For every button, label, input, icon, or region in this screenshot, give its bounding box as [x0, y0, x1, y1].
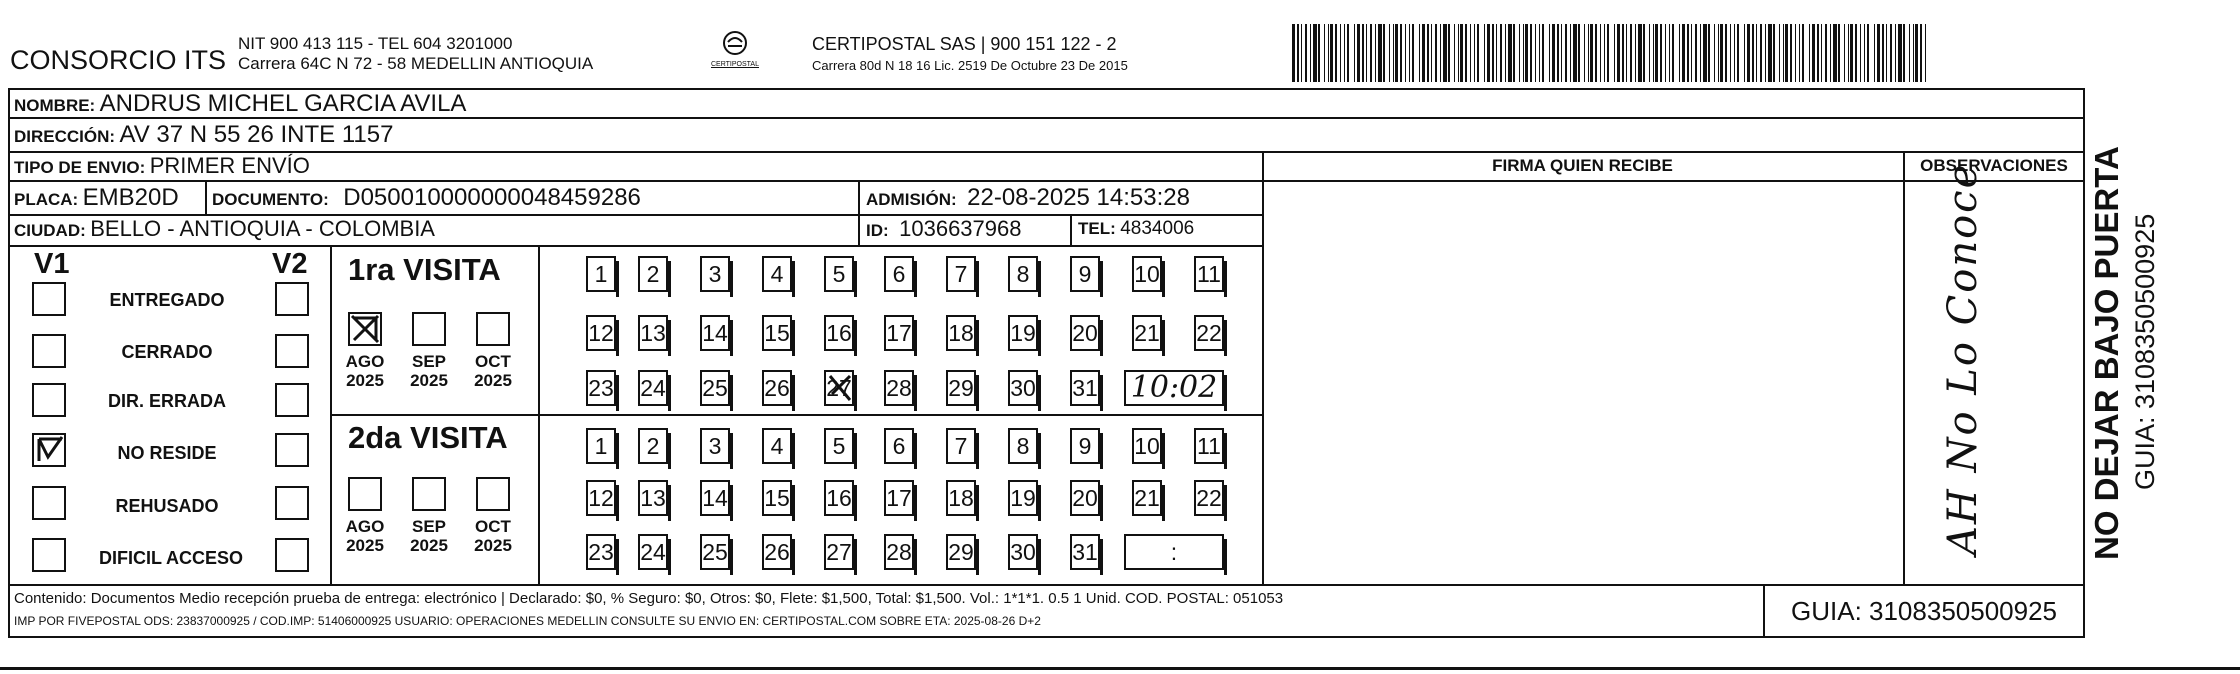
- month-checkbox[interactable]: [412, 477, 446, 511]
- year-label: 2025: [346, 371, 384, 390]
- barcode: [1292, 24, 1927, 82]
- month-label: AGO: [345, 517, 385, 536]
- tel-value: 4834006: [1120, 218, 1195, 239]
- v2-label: V2: [272, 248, 308, 280]
- day-box[interactable]: 19: [1008, 315, 1038, 351]
- month-checkbox[interactable]: [476, 312, 510, 346]
- month-label: SEP: [411, 352, 447, 371]
- day-box[interactable]: 5: [824, 428, 854, 464]
- v2-checkbox[interactable]: [275, 383, 309, 417]
- month-label: SEP: [411, 517, 447, 536]
- v1-checkbox[interactable]: [32, 282, 66, 316]
- v2-checkbox[interactable]: [275, 538, 309, 572]
- day-box[interactable]: 27: [824, 534, 854, 570]
- day-box[interactable]: 19: [1008, 480, 1038, 516]
- day-box[interactable]: 16: [824, 315, 854, 351]
- check-mark-icon: [34, 435, 64, 465]
- placa-field: [14, 184, 179, 212]
- day-box[interactable]: 20: [1070, 315, 1100, 351]
- firma-header: FIRMA QUIEN RECIBE: [1492, 156, 1673, 175]
- carrier-address: Carrera 80d N 18 16 Lic. 2519 De Octubre 23 De 2015: [812, 58, 1128, 73]
- day-box[interactable]: 29: [946, 370, 976, 406]
- v1-checkbox[interactable]: [32, 538, 66, 572]
- direccion-row: [14, 121, 393, 149]
- day-box[interactable]: 29: [946, 534, 976, 570]
- day-box[interactable]: 25: [700, 534, 730, 570]
- day-box[interactable]: 4: [762, 428, 792, 464]
- documento-label: DOCUMENTO:: [212, 190, 329, 209]
- certipostal-logo-icon: [700, 30, 770, 78]
- visit1-title: 1ra VISITA: [348, 252, 501, 287]
- month-checkbox[interactable]: [412, 312, 446, 346]
- v1-checkbox[interactable]: [32, 433, 66, 467]
- day-box[interactable]: 4: [762, 256, 792, 292]
- day-box[interactable]: 23: [586, 370, 616, 406]
- footer-imp: IMP POR FIVEPOSTAL ODS: 23837000925 / COD.IMP: 51406000925 USUARIO: OPERACIONES MEDELLIN CONSULTE SU ENVIO EN: CERTIPOSTAL.COM SOBRE ETA: 2025-08-26 D+2: [14, 614, 1041, 628]
- year-label: 2025: [346, 536, 384, 555]
- day-box[interactable]: 28: [884, 370, 914, 406]
- ciudad-field: [14, 216, 435, 242]
- day-box[interactable]: 14: [700, 480, 730, 516]
- v1-checkbox[interactable]: [32, 486, 66, 520]
- day-box[interactable]: 7: [946, 428, 976, 464]
- day-box[interactable]: 11: [1194, 256, 1224, 292]
- status-option-label: NO RESIDE: [117, 443, 217, 463]
- time-box[interactable]: 10:02: [1124, 370, 1224, 406]
- day-box[interactable]: 24: [638, 370, 668, 406]
- admision-value: 22-08-2025 14:53:28: [967, 184, 1190, 211]
- month-checkbox[interactable]: [348, 312, 382, 346]
- tipo-row: [14, 153, 310, 179]
- footer-guia: GUIA: 3108350500925: [1791, 596, 2057, 626]
- month-label: OCT: [475, 517, 511, 536]
- day-box[interactable]: 9: [1070, 256, 1100, 292]
- day-box[interactable]: 16: [824, 480, 854, 516]
- day-box[interactable]: 25: [700, 370, 730, 406]
- nombre-value: ANDRUS MICHEL GARCIA AVILA: [99, 90, 467, 117]
- v2-checkbox[interactable]: [275, 334, 309, 368]
- day-box[interactable]: 7: [946, 256, 976, 292]
- no-dejar-bajo-puerta: NO DEJAR BAJO PUERTA: [2088, 146, 2125, 560]
- status-option-label: ENTREGADO: [109, 290, 225, 310]
- day-box[interactable]: 8: [1008, 428, 1038, 464]
- day-box[interactable]: 21: [1132, 315, 1162, 351]
- status-option-label: DIR. ERRADA: [107, 391, 226, 411]
- day-box[interactable]: 18: [946, 480, 976, 516]
- status-option-label: REHUSADO: [115, 496, 219, 516]
- tel-field: [1078, 218, 1194, 240]
- month-label: OCT: [475, 352, 511, 371]
- observaciones-header: OBSERVACIONES: [1920, 156, 2068, 175]
- day-check-mark-icon: [826, 372, 854, 409]
- id-label: ID:: [866, 221, 889, 240]
- day-box[interactable]: 30: [1008, 534, 1038, 570]
- nombre-label: NOMBRE:: [14, 96, 96, 115]
- year-label: 2025: [410, 371, 448, 390]
- day-box[interactable]: 18: [946, 315, 976, 351]
- day-box[interactable]: 2: [638, 256, 668, 292]
- day-box[interactable]: 10: [1132, 428, 1162, 464]
- day-box[interactable]: 12: [586, 315, 616, 351]
- day-box[interactable]: 1: [586, 428, 616, 464]
- month-checkbox[interactable]: [476, 477, 510, 511]
- nombre-row: [14, 90, 466, 118]
- v2-checkbox[interactable]: [275, 282, 309, 316]
- day-box[interactable]: 20: [1070, 480, 1100, 516]
- day-box[interactable]: 23: [586, 534, 616, 570]
- day-box[interactable]: 26: [762, 370, 792, 406]
- day-box[interactable]: 6: [884, 256, 914, 292]
- v1-label: V1: [34, 248, 70, 280]
- carrier-name: CERTIPOSTAL SAS | 900 151 122 - 2: [812, 34, 1117, 54]
- footer-content: Contenido: Documentos Medio recepción prueba de entrega: electrónico | Declarado: $0, % Seguro: $0, Otros: $0, Flete: $1,500, Total: $1,500. Vol.: 1*1*1. 0.5 1 Unid. COD. POSTAL: 051053: [14, 590, 1284, 607]
- v2-checkbox[interactable]: [275, 486, 309, 520]
- admision-field: [866, 184, 1190, 212]
- day-box[interactable]: 15: [762, 480, 792, 516]
- ciudad-value: BELLO - ANTIOQUIA - COLOMBIA: [90, 216, 435, 241]
- day-box[interactable]: 2: [638, 428, 668, 464]
- day-box[interactable]: 11: [1194, 428, 1224, 464]
- tipo-value: PRIMER ENVÍO: [149, 153, 310, 178]
- day-box[interactable]: 3: [700, 428, 730, 464]
- day-box[interactable]: 24: [638, 534, 668, 570]
- day-box[interactable]: 27: [824, 370, 854, 406]
- day-box[interactable]: 21: [1132, 480, 1162, 516]
- day-box[interactable]: 8: [1008, 256, 1038, 292]
- day-box[interactable]: 5: [824, 256, 854, 292]
- status-option-label: CERRADO: [121, 342, 213, 362]
- day-box[interactable]: 17: [884, 315, 914, 351]
- side-guia: GUIA: 3108350500925: [2130, 213, 2160, 490]
- year-label: 2025: [474, 536, 512, 555]
- time-box[interactable]: :: [1124, 534, 1224, 570]
- id-field: [866, 216, 1021, 242]
- handwritten-observation: AH No Lo Conoce: [1940, 162, 1986, 555]
- year-label: 2025: [474, 371, 512, 390]
- month-checkbox[interactable]: [348, 477, 382, 511]
- day-box[interactable]: 15: [762, 315, 792, 351]
- month-label: AGO: [345, 352, 385, 371]
- day-box[interactable]: 3: [700, 256, 730, 292]
- direccion-value: AV 37 N 55 26 INTE 1157: [119, 121, 394, 148]
- direccion-label: DIRECCIÓN:: [14, 127, 116, 146]
- check-mark-icon: [350, 314, 380, 344]
- ciudad-label: CIUDAD:: [14, 221, 86, 240]
- id-value: 1036637968: [899, 216, 1022, 241]
- visit2-title: 2da VISITA: [348, 420, 508, 455]
- v2-checkbox[interactable]: [275, 433, 309, 467]
- company-name: CONSORCIO ITS: [10, 45, 227, 75]
- logo-caption: CERTIPOSTAL: [711, 61, 759, 68]
- day-box[interactable]: 28: [884, 534, 914, 570]
- documento-value: D050010000000048459286: [343, 184, 641, 211]
- day-box[interactable]: 30: [1008, 370, 1038, 406]
- day-box[interactable]: 14: [700, 315, 730, 351]
- day-box[interactable]: 12: [586, 480, 616, 516]
- day-box[interactable]: 31: [1070, 534, 1100, 570]
- company-nit-tel: NIT 900 413 115 - TEL 604 3201000: [238, 34, 513, 53]
- day-box[interactable]: 13: [638, 315, 668, 351]
- placa-label: PLACA:: [14, 190, 79, 209]
- tel-label: TEL:: [1078, 219, 1116, 238]
- v1-checkbox[interactable]: [32, 334, 66, 368]
- day-box[interactable]: 13: [638, 480, 668, 516]
- day-box[interactable]: 1: [586, 256, 616, 292]
- day-box[interactable]: 17: [884, 480, 914, 516]
- day-box[interactable]: 10: [1132, 256, 1162, 292]
- company-address: Carrera 64C N 72 - 58 MEDELLIN ANTIOQUIA: [238, 54, 594, 73]
- tipo-label: TIPO DE ENVIO:: [14, 158, 146, 177]
- placa-value: EMB20D: [82, 184, 179, 211]
- day-box[interactable]: 6: [884, 428, 914, 464]
- day-box[interactable]: 9: [1070, 428, 1100, 464]
- day-box[interactable]: 22: [1194, 315, 1224, 351]
- day-box[interactable]: 26: [762, 534, 792, 570]
- day-box[interactable]: 22: [1194, 480, 1224, 516]
- admision-label: ADMISIÓN:: [866, 190, 957, 209]
- documento-field: [212, 184, 641, 212]
- v1-checkbox[interactable]: [32, 383, 66, 417]
- year-label: 2025: [410, 536, 448, 555]
- status-option-label: DIFICIL ACCESO: [98, 548, 243, 568]
- day-box[interactable]: 31: [1070, 370, 1100, 406]
